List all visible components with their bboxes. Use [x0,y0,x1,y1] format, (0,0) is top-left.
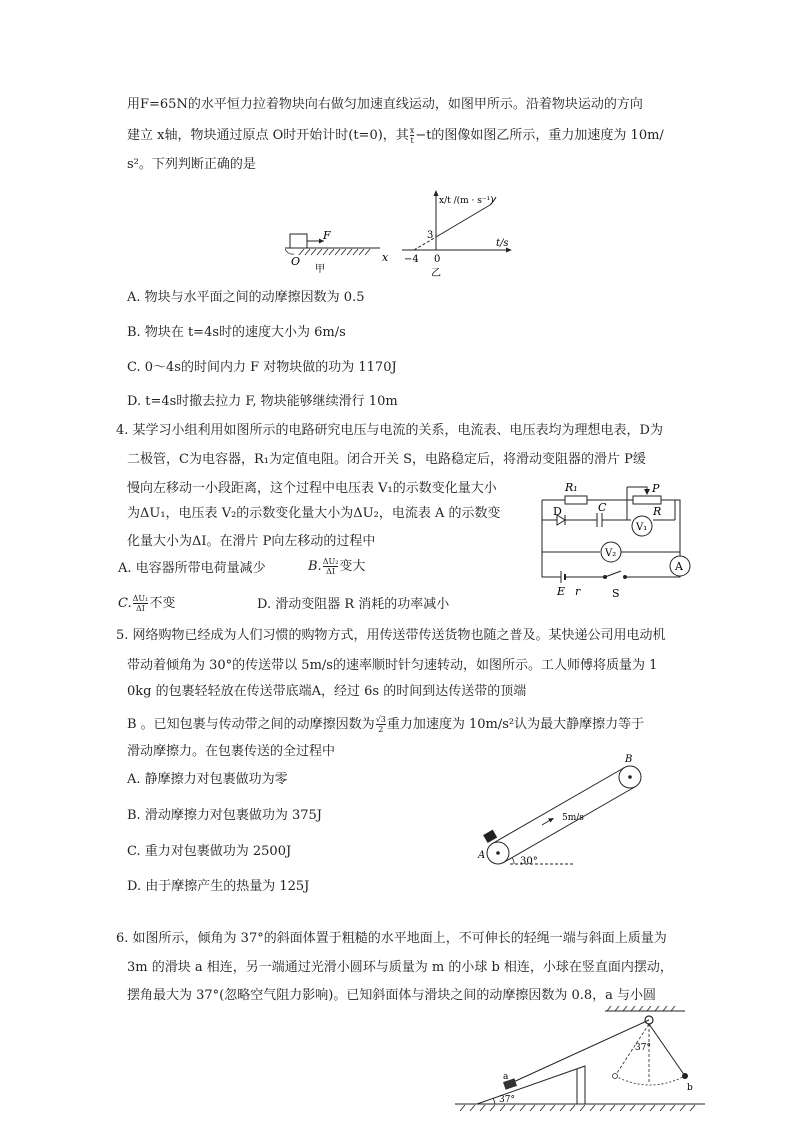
q3-line-2a: 建立 x轴，物块通过原点 O时开始计时(t=0)，其 [127,128,409,143]
q4-line-3: 慢向左移动一小段距离，这个过程中电压表 V₁的示数变化量大小 [127,481,497,496]
mu-den: 2 [378,725,384,734]
mu-num: √3 [375,715,386,724]
graph-line [436,205,490,237]
q5-option-b: B. 滑动摩擦力对包裹做功为 375J [127,808,322,823]
q3-option-b: B. 物块在 t=4s时的速度大小为 6m/s [127,325,346,340]
ball-b [682,1073,688,1079]
q4-option-c-prefix: C. [118,596,132,611]
tick-3: 3 [427,230,434,241]
x-axis-label: x [382,251,389,264]
q4-line-1: 4. 某学习小组利用如图所示的电路研究电压与电流的关系，电流表、电压表均为理想电表，D为 [116,423,663,438]
rope-to-b [649,1024,685,1076]
q3-option-c: C. 0～4s的时间内力 F 对物块做的功为 1170J [127,360,397,375]
label-b: b [687,1083,693,1093]
q3-line-2 [127,126,664,145]
belt-top [493,768,625,844]
block-shape [290,234,307,248]
origin-label: O [291,255,301,268]
q5-line-2: 带动着倾角为 30°的传送带以 5m/s的速率顺时针匀速转动，如图所示。工人师傅将质量为 1 [127,658,658,673]
q5-line-4a: B 。已知包裹与传动带之间的动摩擦因数为 [127,717,375,732]
label-p: P [652,482,660,495]
q3-option-d: D. t=4s时撤去拉力 F, 物块能够继续滑行 10m [127,394,398,409]
q3-line-3: s²。下列判断正确的是 [127,157,256,172]
q4-option-c [118,594,175,613]
belt-bottom [504,787,636,863]
q5-line-1: 5. 网络购物已经成为人们习惯的购物方式，用传送带传送货物也随之普及。某快递公司用电动机 [116,628,666,643]
label-point-b: B [625,754,633,765]
q4-line-5: 化量大小为ΔI。在滑片 P向左移动的过程中 [127,534,376,549]
incline-pendulum-figure [455,1006,705,1116]
label-v1: V₁ [636,522,648,533]
q5-line-4b: 重力加速度为 10m/s²认为最大静摩擦力等于 [386,717,645,732]
label-r-internal: r [575,585,581,598]
velocity-arrow [548,818,554,823]
label-c: C [598,501,607,514]
xt-frac-num: x [409,126,415,135]
q3-option-a: A. 物块与水平面之间的动摩擦因数为 0.5 [127,290,365,305]
q4-option-b-fraction [323,557,339,576]
q6-line-2: 3m 的滑块 a 相连，另一端通过光滑小圆环与质量为 m 的小球 b 相连，小球在竖直面内摆动， [127,960,673,975]
mu-fraction [376,715,386,734]
q5-option-a: A. 静摩擦力对包裹做功为零 [127,772,288,787]
xt-fraction [410,126,415,145]
q5-line-5: 滑动摩擦力。在包裹传送的全过程中 [127,744,336,759]
q4-option-b-den: ΔI [326,567,336,576]
q4-option-c-fraction [133,594,149,613]
label-d: D [553,505,562,518]
q5-line-3: 0kg 的包裹轻轻放在传送带底端A，经过 6s 的时间到达传送带的顶端 [127,684,527,699]
q4-option-b-suffix: 变大 [339,559,366,574]
label-r1: R₁ [565,481,578,494]
label-s: S [612,587,620,600]
circuit-diagram [535,474,695,600]
q3-line-2b: −t的图像如图乙所示，重力加速度为 10m/ [415,128,664,143]
q4-option-a: A. 电容器所带电荷量减少 [118,561,266,576]
force-label: F [323,229,331,242]
figure-jia [282,228,394,276]
caption-jia: 甲 [315,264,325,275]
q4-option-b-prefix: B. [308,559,322,574]
label-r: R [653,505,662,518]
q4-option-d: D. 滑动变阻器 R 消耗的功率减小 [257,597,450,612]
slope-angle-label: 37° [499,1095,515,1105]
swing-angle-label: 37° [635,1043,651,1053]
q5-line-4 [127,715,644,734]
t-axis-label: t/s [496,238,509,249]
q4-line-2: 二极管，C为电容器，R₁为定值电阻。闭合开关 S，电路稳定后，将滑动变阻器的滑片 P缓 [127,452,646,467]
q6-line-1: 6. 如图所示，倾角为 37°的斜面体置于粗糙的水平地面上，不可伸长的轻绳一端与斜面上质量为 [116,931,667,946]
q3-line-1: 用F=65N的水平恒力拉着物块向右做匀加速直线运动，如图甲所示。沿着物块运动的方向 [127,97,643,112]
q6-line-3: 摆角最大为 37°(忽略空气阻力影响)。已知斜面体与滑块之间的动摩擦因数为 0.8，a 与小圆 [127,988,657,1003]
xt-frac-den: t [410,136,414,145]
q4-option-c-num: ΔU₁ [132,594,149,603]
q5-option-c: C. 重力对包裹做功为 2500J [127,844,292,859]
speed-label: 5m/s [562,813,584,823]
label-a: A [675,560,683,573]
angle-label: 30° [520,856,538,867]
conveyor-figure [470,752,660,870]
q4-line-4: 为ΔU₁，电压表 V₂的示数变化量大小为ΔU₂，电流表 A 的示数变 [127,506,501,521]
q5-option-d: D. 由于摩擦产生的热量为 125J [127,879,310,894]
q4-option-b-num: ΔU₂ [322,557,339,566]
swing-arc [615,1076,685,1085]
q4-option-b [308,557,365,576]
label-a: a [503,1072,509,1082]
caption-yi: 乙 [431,268,441,279]
tick-neg4: −4 [404,254,419,265]
tick-0: 0 [434,254,441,265]
figure-yi [396,186,521,280]
package-block [483,830,497,843]
y-axis-label: x/t /(m · s⁻¹) [439,196,494,206]
q4-option-c-den: ΔI [136,604,145,613]
label-v2: V₂ [605,548,617,559]
q4-option-c-suffix: 不变 [149,596,176,611]
label-point-a: A [478,850,486,861]
label-e: E [557,585,566,598]
